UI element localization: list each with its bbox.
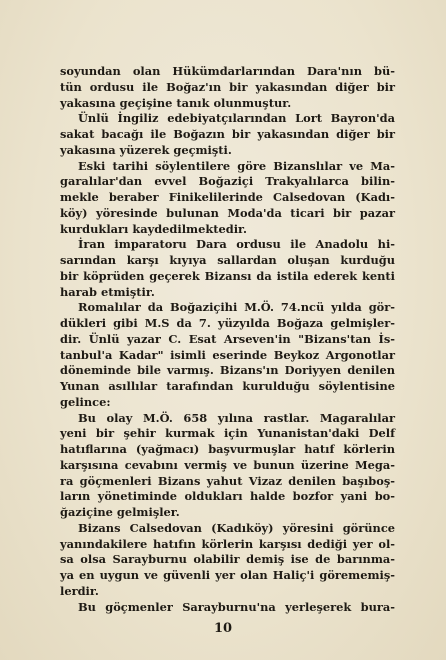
text-line: Ünlü İngiliz edebiyatçılarından Lort Bayron'da [78, 111, 395, 126]
text-line: mekle beraber Finikelilerinde Calsedovan (Kadı- [60, 190, 395, 204]
text-line: soyundan olan Hükümdarlarından Dara'nın bü- [60, 64, 395, 78]
text-line: köy) yöresinde bulunan Moda'da ticari bir pazar [60, 205, 395, 220]
text-line: tanbul'a Kadar" isimli eserinde Beykoz Argonotlar [60, 347, 395, 362]
paragraph [60, 159, 395, 238]
text-line: Bizans Calsedovan (Kadıköy) yöresini görünce [78, 520, 395, 535]
text-line: ğaziçine gelmişler. [60, 505, 180, 519]
text-line: yeni bir şehir kurmak için Yunanistan'daki Delf [60, 426, 395, 441]
text-line: tün ordusu ile Boğaz'ın bir yakasından diğer bir [60, 79, 395, 94]
text-line: ya en uygun ve güvenli yer olan Haliç'i görememiş- [60, 568, 395, 582]
paragraph [60, 64, 395, 111]
paragraph [60, 600, 395, 616]
text-line: harab etmiştir. [60, 284, 155, 299]
text-line: kurdukları kaydedilmektedir. [60, 221, 247, 236]
text-line: ların yönetiminde oldukları halde bozfor yani bo- [60, 489, 395, 504]
text-line: lerdir. [60, 583, 99, 598]
text-line: sa olsa Sarayburnu olabilir demiş ise de barınma- [60, 552, 395, 567]
text-line: garalılar'dan evvel Boğaziçi Trakyalılarca bilin- [60, 174, 395, 189]
text-line: İran imparatoru Dara ordusu ile Anadolu hi- [78, 237, 395, 252]
text-line: gelince: [60, 394, 111, 409]
text-line: dir. Ünlü yazar C. Esat Arseven'in "Bizans'tan İs- [60, 331, 395, 346]
text-line: yakasına geçişine tanık olunmuştur. [60, 95, 292, 110]
text-line: Yunan asıllılar tarafından kurulduğu söylentisine [60, 379, 395, 393]
page-number: 10 [213, 621, 233, 636]
text-line: ra göçmenleri Bizans yahut Vizaz denilen başıboş- [60, 473, 395, 488]
text-line: Bu olay M.Ö. 658 yılına rastlar. Magaralılar [78, 410, 395, 425]
text-line: yanındakilere hatıfın körlerin karşısı dediği yer ol- [60, 536, 395, 551]
text-line: hatıflarına (yağmacı) başvurmuşlar hatıf körlerin [60, 442, 395, 456]
paragraph [60, 111, 395, 158]
text-line: Bu göçmenler Sarayburnu'na yerleşerek bura- [78, 599, 395, 614]
text-line: Eski tarihi söylentilere göre Bizanslılar ve Ma- [78, 158, 395, 173]
text-line: karşısına cevabını vermiş ve bunun üzerine Mega- [60, 457, 395, 472]
text-line: sakat bacağı ile Boğazın bir yakasından diğer bir [60, 127, 395, 141]
text-line: dükleri gibi M.S da 7. yüzyılda Boğaza gelmişler- [60, 316, 395, 330]
text-line: yakasına yüzerek geçmişti. [60, 142, 232, 157]
paragraph [60, 237, 395, 300]
text-line: döneminde bile varmış. Bizans'ın Doriyyen denilen [60, 363, 395, 378]
text-line: sarından karşı kıyıya sallardan oluşan kurduğu [60, 253, 395, 267]
text-line: Romalılar da Boğaziçihi M.Ö. 74.ncü yılda gör- [78, 300, 395, 315]
body-text [60, 64, 395, 615]
paragraph [60, 521, 395, 600]
paragraph [60, 300, 395, 410]
paragraph [60, 411, 395, 521]
text-line: bir köprüden geçerek Bizansı da istila ederek kenti [60, 268, 395, 283]
